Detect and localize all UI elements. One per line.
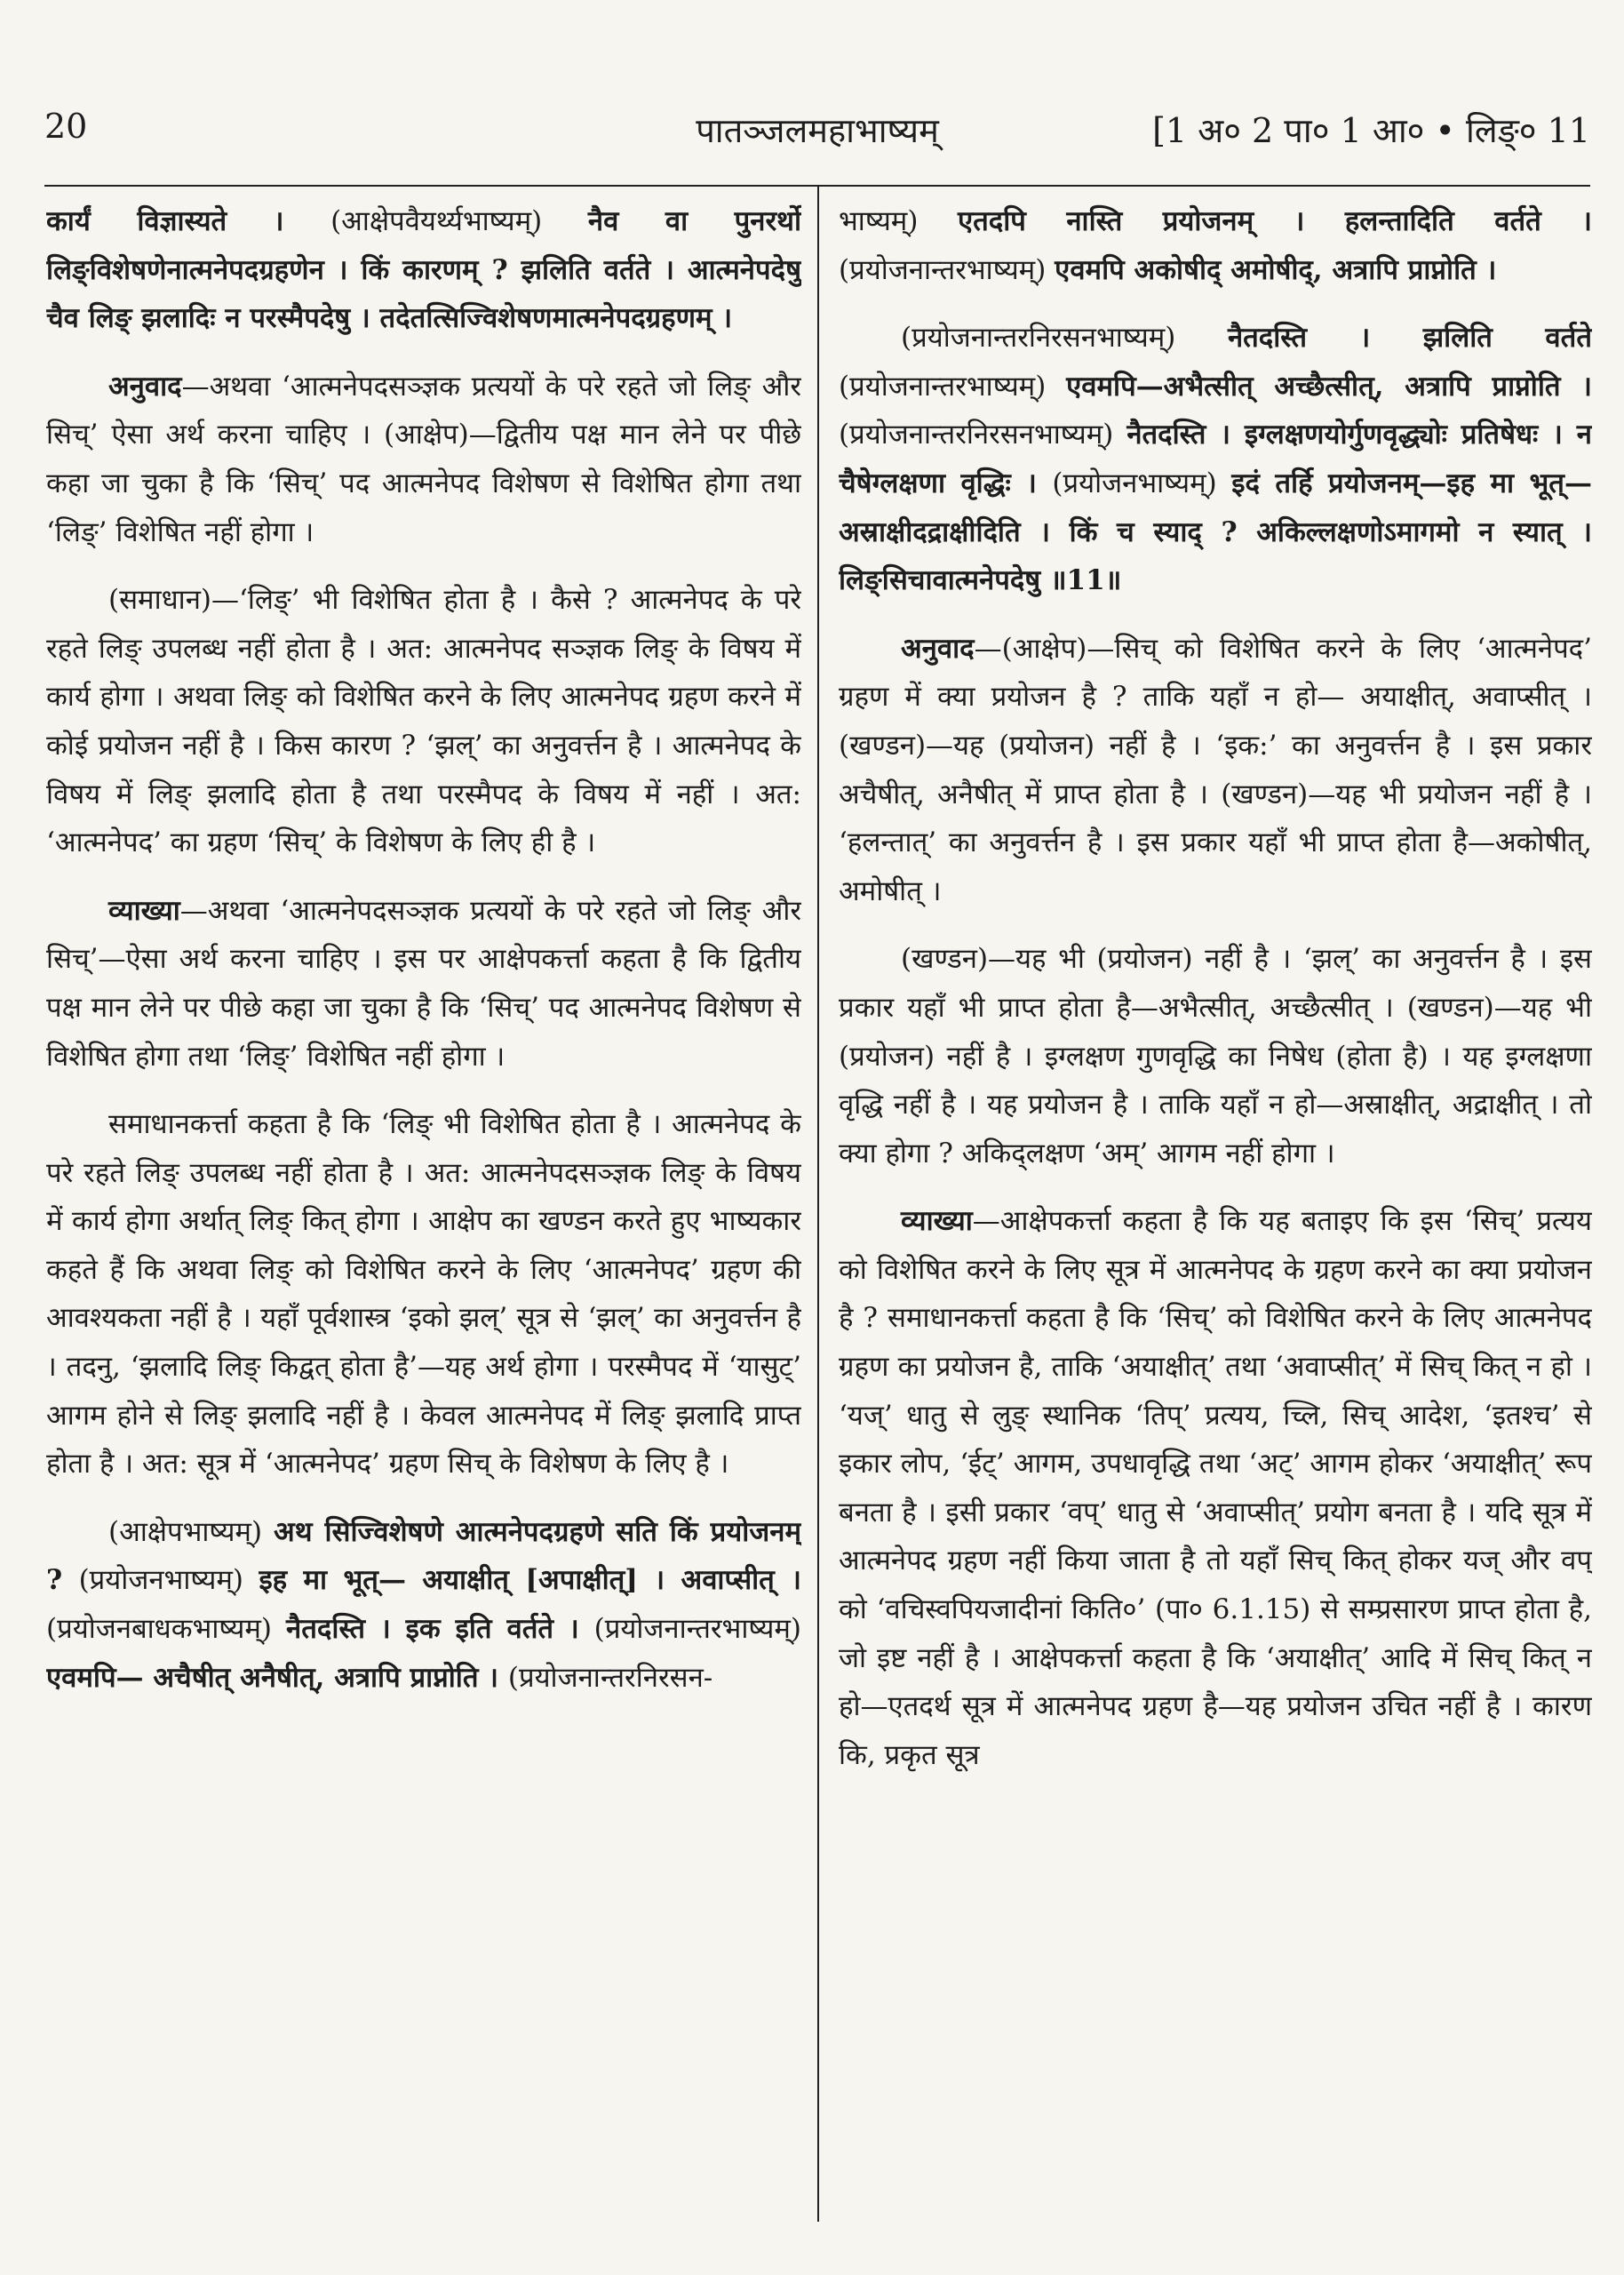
paragraph [839,197,1592,294]
bold-text-run: नैतदस्ति । इग्लक्षणयोर्गुणवृद्ध्योः प्रतिषेधः । न चैषेग्लक्षणा वृद्धिः । [839,419,1592,499]
text-run: (प्रयोजनबाधकभाष्यम्) [46,1613,286,1646]
bold-text-run: एतदपि नास्ति प्रयोजनम् । हलन्तादिति वर्तते । [957,205,1592,237]
bold-text-run: नैतदस्ति । इक इति वर्तते । [285,1613,594,1646]
paragraph [839,935,1592,1177]
left-column [46,197,801,2241]
text-run: समाधानकर्त्ता कहता है कि ‘लिङ् भी विशेषित होता है । आत्मनेपद के परे रहते लिङ् उपलब्ध नहीं होता है । अत: आत्मनेपदसञ्ज्ञक लिङ् के विषय में कार्य होगा अर्थात् लिङ् कित् होगा । आक्षेप का खण्डन करते हुए भाष्यकार कहते हैं कि अथवा लिङ् को विशेषित करने के लिए ‘आत्मनेपद’ ग्रहण की आवश्यकता नहीं है । यहाँ पूर्वशास्त्र ‘इको झल्’ सूत्र से ‘झल्’ का अनुवर्त्तन है । तदनु, ‘झलादि लिङ् किद्वत् होता है’—यह अर्थ होगा । परस्मैपद में ‘यासुट्’ आगम होने से लिङ् झलादि नहीं है । केवल आत्मनेपद में लिङ् झलादि प्राप्त होता है । अत: सूत्र में ‘आत्मनेपद’ ग्रहण सिच् के विशेषण के लिए है । [46,1108,801,1481]
paragraph [46,197,801,343]
paragraph [839,625,1592,916]
bold-text-run: व्याख्या [108,894,180,927]
paragraph [46,1100,801,1489]
bold-text-run: अनुवाद [108,370,182,403]
text-run: —(आक्षेप)—सिच् को विशेषित करने के लिए ‘आत्मनेपद’ ग्रहण में क्या प्रयोजन है ? ताकि यहाँ न हो— अयाक्षीत्, अवाप्सीत् । (खण्डन)—यह (प्रयोजन) नहीं है । ‘इक:’ का अनुवर्त्तन है । इस प्रकार अचैषीत्, अनैषीत् में प्राप्त होता है । (खण्डन)—यह भी प्रयोजन नहीं है । ‘हलन्तात्’ का अनुवर्त्तन है । इस प्रकार यहाँ भी प्राप्त होता है—अकोषीत्, अमोषीत् । [839,632,1592,907]
text-run: (प्रयोजनान्तरभाष्यम्) [839,253,1055,286]
bold-text-run: कार्यं विज्ञास्यते । [46,205,331,237]
bold-text-run: एवमपि अकोषीद् अमोषीद्, अत्रापि प्राप्नोति । [1055,253,1497,286]
paragraph [46,1508,801,1702]
bold-text-run: नैव वा पुनरर्थो लिङ्विशेषणेनात्मनेपदग्रहणेन । किं कारणम् ? झलिति वर्तते । आत्मनेपदेषु चैव लिङ् झलादिः न परस्मैपदेषु । तदेतत्सिज्विशेषणमात्मनेपदग्रहणम् । [46,205,801,335]
right-column [839,197,1592,2241]
page-number: 20 [44,107,88,146]
column-divider [817,187,819,2222]
paragraph [46,576,801,867]
bold-text-run: नैतदस्ति । झलिति वर्तते [1227,322,1592,355]
paragraph [46,887,801,1081]
text-run: (प्रयोजनभाष्यम्) [1052,467,1232,499]
text-run: (प्रयोजनान्तरभाष्यम्) [593,1613,801,1646]
bold-text-run: इह मा भूत्— अयाक्षीत् [अपाक्षीत्] । अवाप्सीत् । [259,1564,801,1597]
paragraph [839,314,1592,605]
running-title: पातञ्जलमहाभाष्यम् [696,111,939,150]
bold-text-run: अनुवाद [901,632,975,665]
text-run: (आक्षेपवैयर्थ्यभाष्यम्) [330,205,588,237]
page-header [44,98,1590,160]
bold-text-run: अथ सिज्विशेषणे आत्मनेपदग्रहणे सति किं प्रयोजनम् ? [46,1515,801,1597]
text-run: —अथवा ‘आत्मनेपदसञ्ज्ञक प्रत्ययों के परे रहते जो लिङ् और सिच्’ ऐसा अर्थ करना चाहिए । (आक्षेप)—द्वितीय पक्ष मान लेने पर पीछे कहा जा चुका है कि ‘सिच्’ पद आत्मनेपद विशेषण से विशेषित होगा तथा ‘लिङ्’ विशेषित नहीं होगा । [46,370,801,548]
bold-text-run: एवमपि— अचैषीत् अनैषीत्, अत्रापि प्राप्नोति । [46,1661,508,1694]
section-reference: [1 अ० 2 पा० 1 आ० • लिङ्० 11 [1152,111,1590,150]
text-run: (प्रयोजनभाष्यम्) [78,1564,259,1597]
text-run: (प्रयोजनान्तरनिरसन- [507,1661,713,1694]
bold-text-run: इदं तर्हि प्रयोजनम्—इह मा भूत्—अस्राक्षीदद्राक्षीदिति । किं च स्याद् ? अकिल्लक्षणोऽमागमो न स्यात् । लिङ्सिचावात्मनेपदेषु ॥11॥ [839,467,1592,597]
text-run: (प्रयोजनान्तरनिरसनभाष्यम्) [839,419,1127,451]
bold-text-run: एवमपि—अभैत्सीत् अच्छैत्सीत्, अत्रापि प्राप्नोति । [1066,370,1592,403]
text-run: (समाधान)—‘लिङ्’ भी विशेषित होता है । कैसे ? आत्मनेपद के परे रहते लिङ् उपलब्ध नहीं होता है । अत: आत्मनेपद सञ्ज्ञक लिङ् के विषय में कार्य होगा । अथवा लिङ् को विशेषित करने के लिए आत्मनेपद ग्रहण करने में कोई प्रयोजन नहीं है । किस कारण ? ‘झल्’ का अनुवर्त्तन है । आत्मनेपद के विषय में लिङ् झलादि होता है तथा परस्मैपद के विषय में नहीं । अत: ‘आत्मनेपद’ का ग्रहण ‘सिच्’ के विशेषण के लिए ही है । [46,584,801,859]
text-run: (प्रयोजनान्तरभाष्यम्) [839,370,1067,403]
text-run: (प्रयोजनान्तरनिरसनभाष्यम्) [901,322,1228,355]
bold-text-run: व्याख्या [901,1205,973,1238]
paragraph [46,363,801,556]
text-run: —अथवा ‘आत्मनेपदसञ्ज्ञक प्रत्ययों के परे रहते जो लिङ् और सिच्’—ऐसा अर्थ करना चाहिए । इस पर आक्षेपकर्त्ता कहता है कि द्वितीय पक्ष मान लेने पर पीछे कहा जा चुका है कि ‘सिच्’ पद आत्मनेपद विशेषण से विशेषित होगा तथा ‘लिङ्’ विशेषित नहीं होगा । [46,894,801,1073]
text-run: (खण्डन)—यह भी (प्रयोजन) नहीं है । ‘झल्’ का अनुवर्त्तन है । इस प्रकार यहाँ भी प्राप्त होता है—अभैत्सीत्, अच्छैत्सीत् । (खण्डन)—यह भी (प्रयोजन) नहीं है । इग्लक्षण गुणवृद्धि का निषेध (होता है) । यह इग्लक्षणा वृद्धि नहीं है । यह प्रयोजन है । ताकि यहाँ न हो—अस्राक्षीत्, अद्राक्षीत् । तो क्या होगा ? अकिद्लक्षण ‘अम्’ आगम नहीं होगा । [839,943,1592,1169]
paragraph [839,1197,1592,1779]
text-run: (आक्षेपभाष्यम्) [108,1515,275,1548]
text-run: —आक्षेपकर्त्ता कहता है कि यह बताइए कि इस ‘सिच्’ प्रत्यय को विशेषित करने के लिए सूत्र में आत्मनेपद के ग्रहण करने का क्या प्रयोजन है ? समाधानकर्त्ता कहता है कि ‘सिच्’ को विशेषित करने के लिए आत्मनेपद ग्रहण का प्रयोजन है, ताकि ‘अयाक्षीत्’ तथा ‘अवाप्सीत्’ में सिच् कित् न हो । ‘यज्’ धातु से लुङ् स्थानिक ‘तिप्’ प्रत्यय, च्लि, सिच् आदेश, ‘इतश्च’ से इकार लोप, ‘ईट्’ आगम, उपधावृद्धि तथा ‘अट्’ आगम होकर ‘अयाक्षीत्’ रूप बनता है । इसी प्रकार ‘वप्’ धातु से ‘अवाप्सीत्’ प्रयोग बनता है । यदि सूत्र में आत्मनेपद ग्रहण नहीं किया जाता है तो यहाँ सिच् कित् होकर यज् और वप् को ‘वचिस्वपियजादीनां किति०’ (पा० 6.1.15) से सम्प्रसारण प्राप्त होता है, जो इष्ट नहीं है । आक्षेपकर्त्ता कहता है कि ‘अयाक्षीत्’ आदि में सिच् कित् न हो—एतदर्थ सूत्र में आत्मनेपद ग्रहण है—यह प्रयोजन उचित नहीं है । कारण कि, प्रकृत सूत्र [839,1205,1592,1771]
text-run: भाष्यम्) [839,205,958,237]
